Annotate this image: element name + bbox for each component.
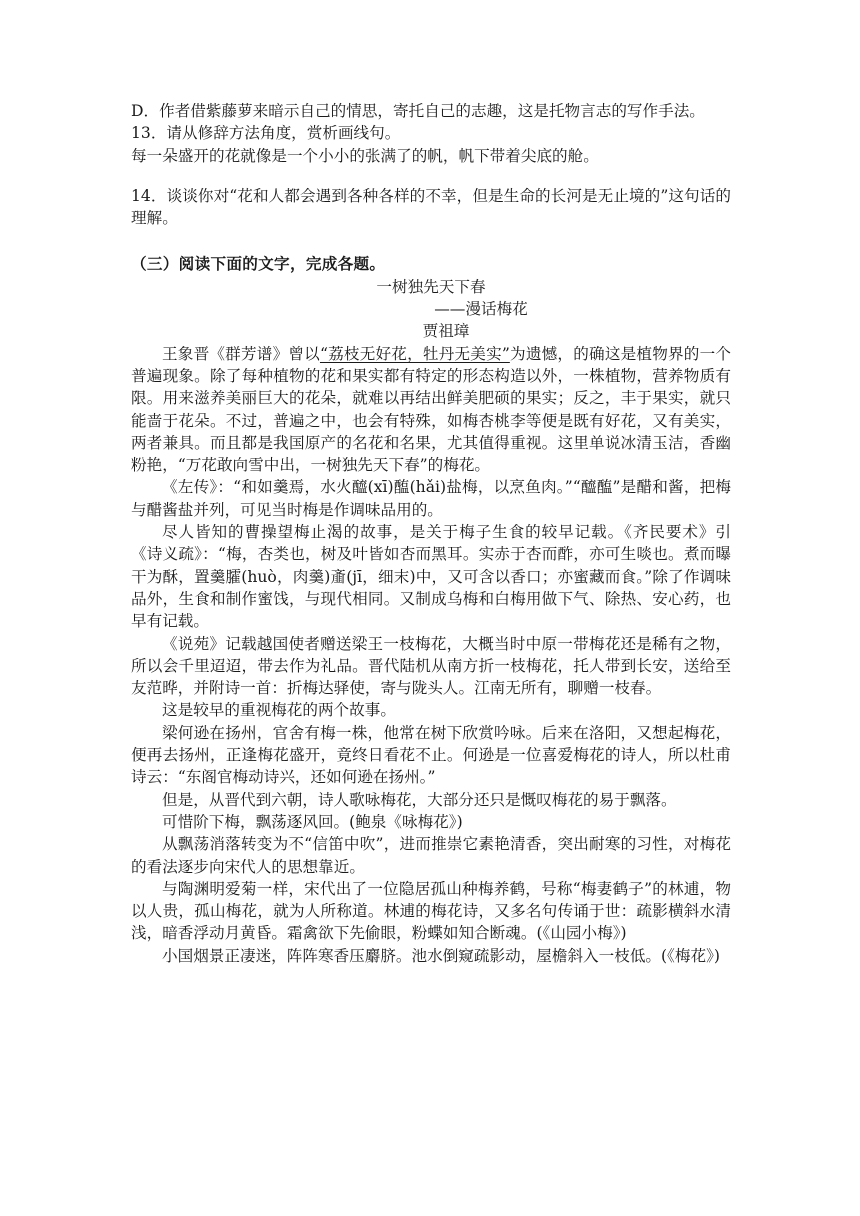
poem-line-bao-quan: 可惜阶下梅，飘荡逐风回。(鲍泉《咏梅花》) bbox=[162, 812, 463, 831]
paragraph-1-lead: 王象晋《群芳谱》曾以 bbox=[162, 344, 320, 363]
paragraph-6: 梁何逊在扬州，官舍有梅一株，他常在树下欣赏吟咏。后来在洛阳，又想起梅花，便再去扬州，正逢梅花盛开，竟终日看花不止。何逊是一位喜爱梅花的诗人，所以杜甫诗云：“东阁官梅动诗兴，还如何逊在扬州。” bbox=[131, 723, 731, 787]
paragraph-9: 从飘荡消落转变为不“信笛中吹”，进而推崇它素艳清香，突出耐寒的习性，对梅花的看法逐步向宋代人的思想靠近。 bbox=[131, 835, 731, 876]
underlined-quote: “荔枝无好花，牡丹无美实” bbox=[319, 344, 510, 363]
paragraph-2: 《左传》：“和如羹焉，水火醯(xī)醢(hǎi)盐梅，以烹鱼肉。”“醯醢”是醋和酱，把梅与醋酱盐并列，可见当时梅是作调味品用的。 bbox=[131, 478, 731, 519]
question-14: 14．谈谈你对“花和人都会遇到各种各样的不幸，但是生命的长河是无止境的”这句话的理解。 bbox=[131, 186, 731, 228]
paragraph-11: 小国烟景正凄迷，阵阵寒香压麝脐。池水倒窥疏影动，屋檐斜入一枝低。(《梅花》) bbox=[162, 946, 720, 965]
paragraph-3: 尽人皆知的曹操望梅止渴的故事，是关于梅子生食的较早记载。《齐民要术》引《诗义疏》：“梅，杏类也，树及叶皆如杏而黑耳。实赤于杏而酢，亦可生啖也。煮而曝干为酥，置羹臛(huò，肉羹)齑(jī，细末)中，又可含以香口；亦蜜藏而食。”除了作调味品外，生食和制作蜜饯，与现代相同。又制成乌梅和白梅用做下气、除热、安心药，也早有记载。 bbox=[131, 523, 731, 631]
article-title: 一树独先天下春 bbox=[376, 277, 486, 296]
paragraph-1 bbox=[131, 343, 731, 477]
question-13-quoted-sentence: 每一朵盛开的花就像是一个小小的张满了的帆，帆下带着尖底的舱。 bbox=[131, 146, 599, 165]
paragraph-4: 《说苑》记载越国使者赠送梁王一枝梅花，大概当时中原一带梅花还是稀有之物，所以会千里迢迢，带去作为礼品。晋代陆机从南方折一枝梅花，托人带到长安，送给至友范晔，并附诗一首：折梅达驿使，寄与陇头人。江南无所有，聊赠一枝春。 bbox=[131, 634, 731, 698]
paragraph-7: 但是，从晋代到六朝，诗人歌咏梅花，大部分还只是慨叹梅花的易于飘落。 bbox=[162, 790, 677, 809]
spacer bbox=[131, 167, 731, 185]
article-author: 贾祖璋 bbox=[422, 322, 470, 341]
section-3-heading: （三）阅读下面的文字，完成各题。 bbox=[131, 254, 386, 274]
spacer bbox=[131, 229, 731, 253]
paragraph-1-rest: 为遗憾，的确这是植物界的一个普遍现象。除了每种植物的花和果实都有特定的形态构造以外，一株植物，营养物质有限。用来滋养美丽巨大的花朵，就难以再结出鲜美肥硕的果实；反之，丰于果实，就只能啬于花朵。不过，普遍之中，也会有特殊，如梅杏桃李等便是既有好花，又有美实，两者兼具。而且都是我国原产的名花和名果，尤其值得重视。这里单说冰清玉洁，香幽粉艳，“万花敢向雪中出，一树独先天下春”的梅花。 bbox=[131, 344, 731, 475]
question-13: 13．请从修辞方法角度，赏析画线句。 bbox=[131, 124, 401, 143]
text-column bbox=[131, 100, 731, 967]
article-subtitle: ——漫话梅花 bbox=[434, 300, 528, 319]
paragraph-5: 这是较早的重视梅花的两个故事。 bbox=[162, 701, 396, 720]
paragraph-10: 与陶渊明爱菊一样，宋代出了一位隐居孤山种梅养鹤，号称“梅妻鹤子”的林逋，物以人贵，孤山梅花，就为人所称道。林逋的梅花诗，又多名句传诵于世：疏影横斜水清浅，暗香浮动月黄昏。霜禽欲下先偷眼，粉蝶如知合断魂。(《山园小梅》) bbox=[131, 879, 731, 943]
question-12-option-d: D．作者借紫藤萝来暗示自己的情思，寄托自己的志趣，这是托物言志的写作手法。 bbox=[131, 102, 705, 120]
